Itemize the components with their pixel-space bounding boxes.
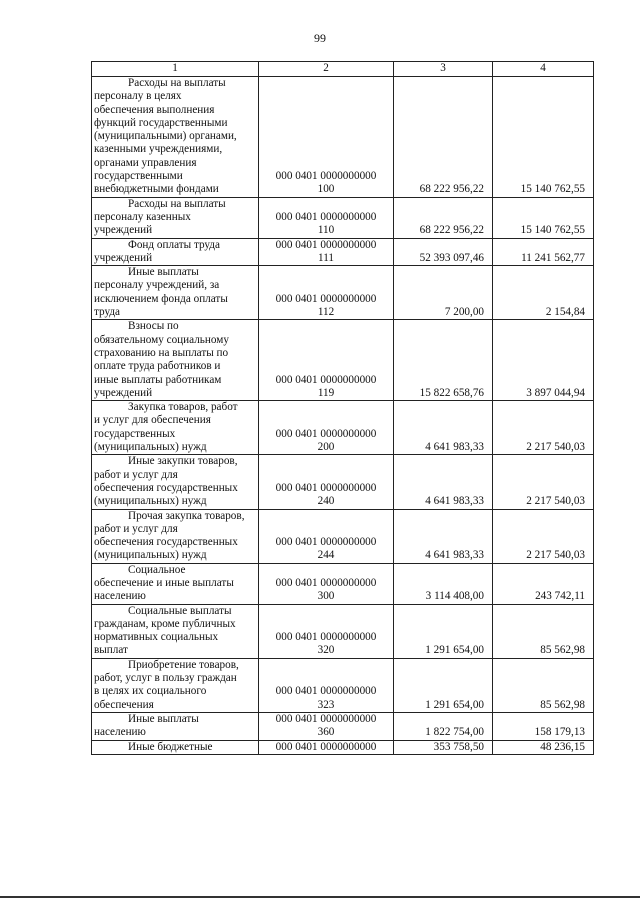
table-row (92, 658, 594, 712)
budget-code-cell: 000 0401 0000000000 (259, 740, 394, 754)
table-row (92, 455, 594, 509)
amount-column-3-cell: 52 393 097,46 (394, 238, 493, 266)
amount-column-4-cell: 2 217 540,03 (493, 401, 594, 455)
budget-code-cell: 000 0401 0000000000 110 (259, 197, 394, 238)
budget-code-cell: 000 0401 0000000000 323 (259, 658, 394, 712)
amount-column-3-cell: 1 822 754,00 (394, 712, 493, 740)
expense-name-cell (92, 320, 259, 401)
expense-name-cell (92, 658, 259, 712)
amount-column-4-cell: 15 140 762,55 (493, 77, 594, 198)
expense-name-cell (92, 77, 259, 198)
budget-table (91, 61, 594, 755)
expense-name-first-line: Прочая закупка товаров, (128, 509, 245, 522)
budget-code-cell: 000 0401 0000000000 111 (259, 238, 394, 266)
amount-column-4-cell: 85 562,98 (493, 658, 594, 712)
amount-column-4-cell: 243 742,11 (493, 563, 594, 604)
budget-code-cell: 000 0401 0000000000 300 (259, 563, 394, 604)
expense-name-first-line: Социальное (128, 563, 186, 576)
budget-code-cell: 000 0401 0000000000 244 (259, 509, 394, 563)
budget-code-cell: 000 0401 0000000000 119 (259, 320, 394, 401)
budget-code-cell: 000 0401 0000000000 200 (259, 401, 394, 455)
column-header-2: 2 (259, 62, 394, 77)
expense-name-first-line: Закупка товаров, работ (128, 401, 238, 414)
amount-column-3-cell: 68 222 956,22 (394, 197, 493, 238)
amount-column-3-cell: 1 291 654,00 (394, 658, 493, 712)
expense-name-continuation: работ и услуг для обеспечения государственных (муниципальных) нужд (94, 522, 238, 562)
budget-code-cell: 000 0401 0000000000 320 (259, 604, 394, 658)
amount-column-4-cell: 48 236,15 (493, 740, 594, 754)
expense-name-cell (92, 604, 259, 658)
expense-name-cell (92, 740, 259, 754)
expense-name-continuation: работ и услуг для обеспечения государственных (муниципальных) нужд (94, 468, 238, 508)
amount-column-4-cell: 2 217 540,03 (493, 455, 594, 509)
expense-name-continuation: и услуг для обеспечения государственных (муниципальных) нужд (94, 414, 211, 454)
expense-name-cell (92, 509, 259, 563)
table-row (92, 266, 594, 320)
table-row (92, 712, 594, 740)
amount-column-3-cell: 1 291 654,00 (394, 604, 493, 658)
expense-name-continuation: гражданам, кроме публичных нормативных социальных выплат (94, 617, 236, 657)
table-row (92, 197, 594, 238)
amount-column-4-cell: 85 562,98 (493, 604, 594, 658)
expense-name-cell (92, 455, 259, 509)
expense-name-first-line: Иные выплаты (128, 266, 199, 279)
page-number: 99 (314, 31, 326, 45)
amount-column-3-cell: 4 641 983,33 (394, 509, 493, 563)
expense-name-continuation: населению (94, 726, 146, 739)
table-row (92, 509, 594, 563)
expense-name-cell (92, 712, 259, 740)
expense-name-first-line: Иные бюджетные (128, 740, 213, 753)
expense-name-continuation: персоналу в целях обеспечения выполнения функций государственными (муниципальными) органами, казенными учреждениями, органами управления государственными внебюджетными фондами (94, 90, 237, 196)
expense-name-cell (92, 197, 259, 238)
expense-name-continuation: обеспечение и иные выплаты населению (94, 576, 234, 603)
table-row (92, 238, 594, 266)
amount-column-4-cell: 2 217 540,03 (493, 509, 594, 563)
budget-code-cell: 000 0401 0000000000 360 (259, 712, 394, 740)
column-header-1: 1 (92, 62, 259, 77)
amount-column-3-cell: 15 822 658,76 (394, 320, 493, 401)
table-row (92, 401, 594, 455)
amount-column-3-cell: 68 222 956,22 (394, 77, 493, 198)
table-header-row (92, 62, 594, 77)
table-row (92, 563, 594, 604)
amount-column-4-cell: 15 140 762,55 (493, 197, 594, 238)
amount-column-4-cell: 2 154,84 (493, 266, 594, 320)
expense-name-first-line: Взносы по (128, 320, 179, 333)
budget-code-cell: 000 0401 0000000000 112 (259, 266, 394, 320)
expense-name-continuation: персоналу учреждений, за исключением фонда оплаты труда (94, 279, 228, 319)
column-header-4: 4 (493, 62, 594, 77)
expense-name-first-line: Иные закупки товаров, (128, 455, 238, 468)
table-row (92, 320, 594, 401)
expense-name-cell (92, 238, 259, 266)
expense-name-continuation: работ, услуг в пользу граждан в целях их социального обеспечения (94, 672, 237, 711)
amount-column-4-cell: 11 241 562,77 (493, 238, 594, 266)
amount-column-3-cell: 353 758,50 (394, 740, 493, 754)
table-row (92, 740, 594, 754)
expense-name-first-line: Фонд оплаты труда (128, 238, 220, 251)
expense-name-first-line: Приобретение товаров, (128, 658, 239, 671)
expense-name-first-line: Социальные выплаты (128, 604, 232, 617)
budget-code-cell: 000 0401 0000000000 100 (259, 77, 394, 198)
amount-column-3-cell: 7 200,00 (394, 266, 493, 320)
amount-column-4-cell: 3 897 044,94 (493, 320, 594, 401)
amount-column-3-cell: 4 641 983,33 (394, 455, 493, 509)
bottom-rule (0, 896, 640, 898)
amount-column-3-cell: 4 641 983,33 (394, 401, 493, 455)
expense-name-cell (92, 266, 259, 320)
column-header-3: 3 (394, 62, 493, 77)
expense-name-cell (92, 401, 259, 455)
amount-column-4-cell: 158 179,13 (493, 712, 594, 740)
expense-name-cell (92, 563, 259, 604)
table-row (92, 77, 594, 198)
table-row (92, 604, 594, 658)
expense-name-first-line: Иные выплаты (128, 712, 199, 725)
expense-name-first-line: Расходы на выплаты (128, 197, 226, 210)
expense-name-continuation: обязательному социальному страхованию на выплаты по оплате труда работников и иные выплаты работникам учреждений (94, 333, 229, 399)
budget-code-cell: 000 0401 0000000000 240 (259, 455, 394, 509)
expense-name-continuation: учреждений (94, 251, 153, 264)
expense-name-continuation: персоналу казенных учреждений (94, 210, 191, 237)
table-body (92, 77, 594, 755)
expense-name-first-line: Расходы на выплаты (128, 77, 226, 89)
amount-column-3-cell: 3 114 408,00 (394, 563, 493, 604)
